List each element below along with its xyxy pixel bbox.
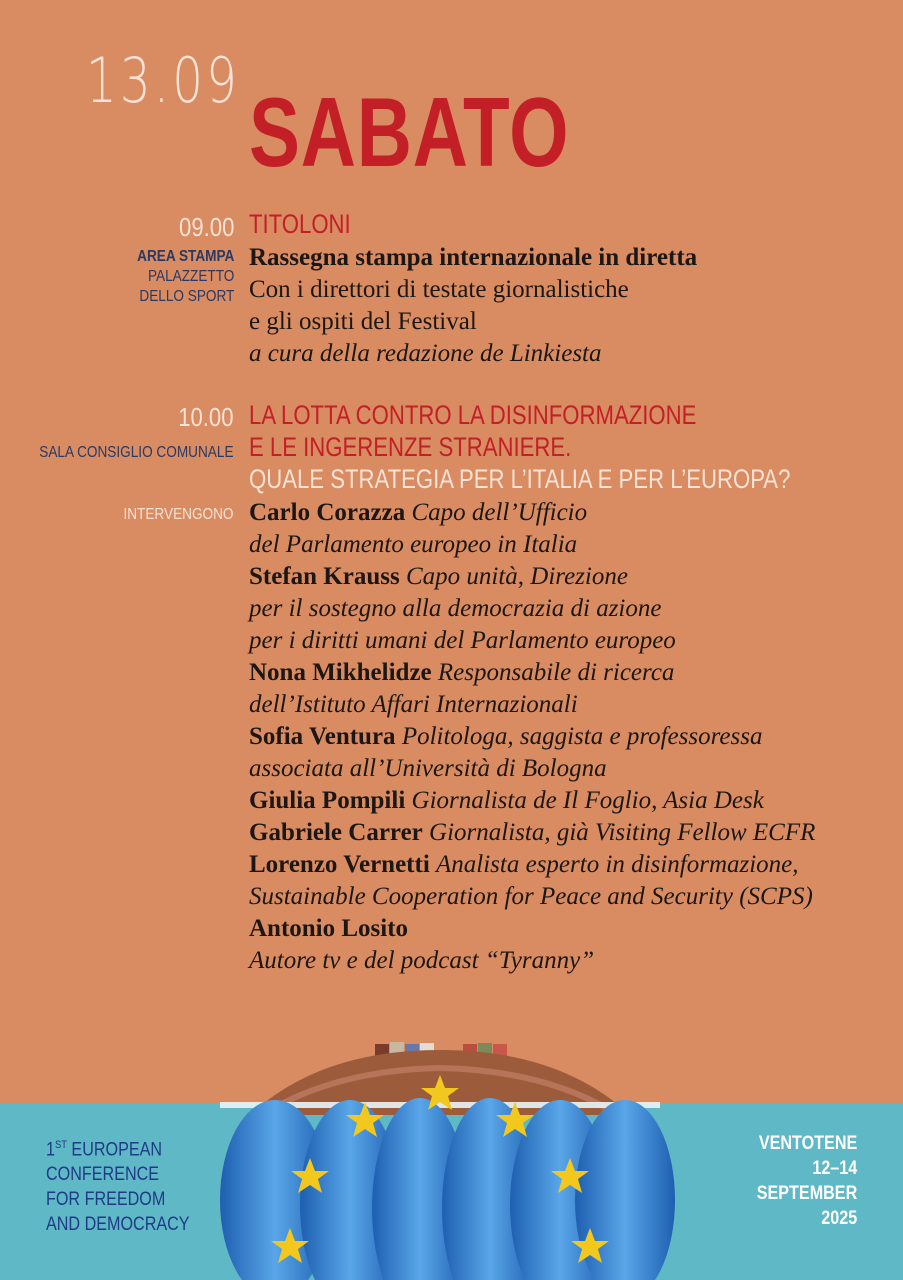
speakers-label: INTERVENGONO: [123, 506, 234, 523]
place-line: 12–14: [812, 1158, 857, 1179]
event-1-desc-line: Con i direttori di testate giornalistiche: [249, 276, 629, 303]
event-day: SABATO: [249, 77, 570, 187]
event-2-time: 10.00: [178, 402, 234, 432]
place-line: VENTOTENE: [758, 1133, 857, 1154]
speaker-role-cont: dell’Istituto Affari Internazionali: [249, 691, 578, 718]
speaker-list: [249, 497, 903, 977]
speaker-role-cont: per i diritti umani del Parlamento europeo: [249, 627, 676, 654]
speaker-name: Sofia Ventura: [249, 723, 396, 750]
event-1-subtitle: Rassegna stampa internazionale in diretta: [249, 244, 698, 271]
speaker-name: Carlo Corazza: [249, 499, 406, 526]
place-line: 2025: [821, 1208, 857, 1229]
event-2-question: QUALE STRATEGIA PER L’ITALIA E PER L’EUROPA?: [249, 464, 791, 494]
speaker-name: Gabriele Carrer: [249, 819, 423, 846]
event-1: [249, 208, 697, 370]
event-2-title-line: LA LOTTA CONTRO LA DISINFORMAZIONE: [249, 400, 697, 430]
speaker-role-cont: Sustainable Cooperation for Peace and Security (SCPS): [249, 883, 813, 910]
event-1-venue-line: DELLO SPORT: [139, 288, 234, 305]
speaker-name: Lorenzo Vernetti: [249, 851, 430, 878]
conference-line: AND DEMOCRACY: [46, 1214, 190, 1236]
speaker-role: Giornalista, già Visiting Fellow ECFR: [429, 819, 816, 846]
place-line: SEPTEMBER: [756, 1183, 857, 1204]
event-1-venue: [137, 247, 234, 307]
conference-num: 1: [46, 1139, 55, 1161]
speaker-name: Giulia Pompili: [249, 787, 406, 814]
speaker: [249, 561, 903, 657]
event-1-time: 09.00: [178, 212, 234, 242]
speaker-role: Analista esperto in disinformazione,: [436, 851, 799, 878]
conference-name: [46, 1133, 190, 1237]
speaker-role: Responsabile di ricerca: [437, 659, 675, 686]
event-1-meta: [120, 212, 234, 307]
speaker: [249, 657, 903, 721]
conference-line: FOR FREEDOM: [46, 1189, 166, 1211]
speaker: [249, 497, 903, 561]
speaker-role-cont: per il sostegno alla democrazia di azione: [249, 595, 662, 622]
speaker-name: Antonio Losito: [249, 915, 409, 942]
event-2-title-line: E LE INGERENZE STRANIERE.: [249, 432, 572, 462]
speaker-role: Giornalista de Il Foglio, Asia Desk: [411, 787, 764, 814]
event-1-title: TITOLONI: [249, 209, 351, 239]
speaker: [249, 785, 903, 817]
event-1-desc-line: e gli ospiti del Festival: [249, 308, 477, 335]
speaker-name: Nona Mikhelidze: [249, 659, 432, 686]
speaker: [249, 913, 903, 977]
event-1-credit: a cura della redazione de Linkiesta: [249, 340, 602, 367]
event-place-dates: [756, 1131, 857, 1231]
speaker-role-cont: del Parlamento europeo in Italia: [249, 531, 578, 558]
speaker-role: Capo dell’Ufficio: [411, 499, 588, 526]
event-1-venue-main: AREA STAMPA: [136, 248, 234, 265]
event-1-venue-line: PALAZZETTO: [147, 268, 234, 285]
speaker-role: Capo unità, Direzione: [405, 563, 628, 590]
speaker: [249, 721, 903, 785]
conference-sup: ST: [54, 1139, 67, 1151]
conference-first: EUROPEAN: [71, 1139, 163, 1161]
eu-balloon-illustration: [180, 1030, 700, 1280]
event-date: 13.09: [86, 44, 241, 117]
event-2: [249, 399, 903, 977]
speaker-role-cont: associata all’Università di Bologna: [249, 755, 607, 782]
event-2-venue: SALA CONSIGLIO COMUNALE: [39, 444, 234, 461]
speaker-role: Politologa, saggista e professoressa: [401, 723, 763, 750]
speaker-name: Stefan Krauss: [249, 563, 400, 590]
event-2-meta: [5, 402, 234, 524]
speaker-role-cont: Autore tv e del podcast “Tyranny”: [249, 947, 595, 974]
speaker: [249, 849, 903, 913]
conference-line: CONFERENCE: [46, 1164, 160, 1186]
speaker: [249, 817, 903, 849]
